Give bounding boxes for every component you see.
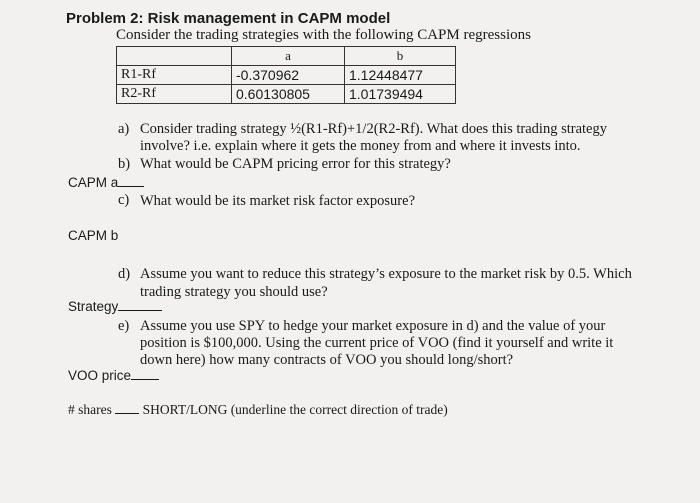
capm-regression-table xyxy=(116,46,456,104)
question-e-line1: Assume you use SPY to hedge your market exposure in d) and the value of your xyxy=(140,318,606,334)
problem-title: Problem 2: Risk management in CAPM model xyxy=(66,10,391,27)
table-header-cell xyxy=(117,47,232,66)
strategy-label xyxy=(68,298,162,314)
strategy-blank[interactable] xyxy=(118,298,162,311)
question-e-line2: position is $100,000. Using the current price of VOO (find it yourself and write it xyxy=(140,335,614,351)
capm-a-label xyxy=(68,174,144,190)
short-long-text: SHORT/LONG (underline the correct direction of trade) xyxy=(142,402,448,417)
table-cell: 1.01739494 xyxy=(345,85,456,104)
question-a-line1: Consider trading strategy ½(R1-Rf)+1/2(R2-Rf). What does this trading strategy xyxy=(140,121,607,137)
intro-text: Consider the trading strategies with the following CAPM regressions xyxy=(116,27,531,43)
table-cell: 1.12448477 xyxy=(345,66,456,85)
capm-a-text: CAPM a xyxy=(68,175,119,190)
voo-price-label xyxy=(68,367,159,383)
table-cell: 0.60130805 xyxy=(232,85,345,104)
capm-a-blank[interactable] xyxy=(118,174,144,187)
shares-blank[interactable] xyxy=(115,401,139,414)
question-e-line3: down here) how many contracts of VOO you should long/short? xyxy=(140,352,514,368)
capm-b-label: CAPM b xyxy=(68,228,119,243)
strategy-text: Strategy xyxy=(68,299,119,314)
table-header-row xyxy=(117,47,456,66)
question-d-line1: Assume you want to reduce this strategy’s exposure to the market risk by 0.5. Which xyxy=(140,266,632,282)
table-header-cell: b xyxy=(345,47,456,66)
question-b-marker: b) xyxy=(118,156,131,172)
question-d-line2: trading strategy you should use? xyxy=(140,284,328,300)
question-c-text: What would be its market risk factor exposure? xyxy=(140,193,416,209)
table-cell: R2-Rf xyxy=(117,85,232,104)
question-d-marker: d) xyxy=(118,266,131,282)
question-e-marker: e) xyxy=(118,318,130,334)
question-a-line2: involve? i.e. explain where it gets the money from and where it invests into. xyxy=(140,138,581,154)
table-cell: R1-Rf xyxy=(117,66,232,85)
table-row xyxy=(117,66,456,85)
question-a-marker: a) xyxy=(118,121,130,137)
voo-price-text: VOO price xyxy=(68,368,132,383)
voo-price-blank[interactable] xyxy=(131,367,159,380)
shares-line xyxy=(68,401,448,418)
table-cell: -0.370962 xyxy=(232,66,345,85)
table-row xyxy=(117,85,456,104)
question-b-text: What would be CAPM pricing error for this strategy? xyxy=(140,156,451,172)
shares-text: # shares xyxy=(68,402,112,417)
question-c-marker: c) xyxy=(118,192,130,208)
table-header-cell: a xyxy=(232,47,345,66)
